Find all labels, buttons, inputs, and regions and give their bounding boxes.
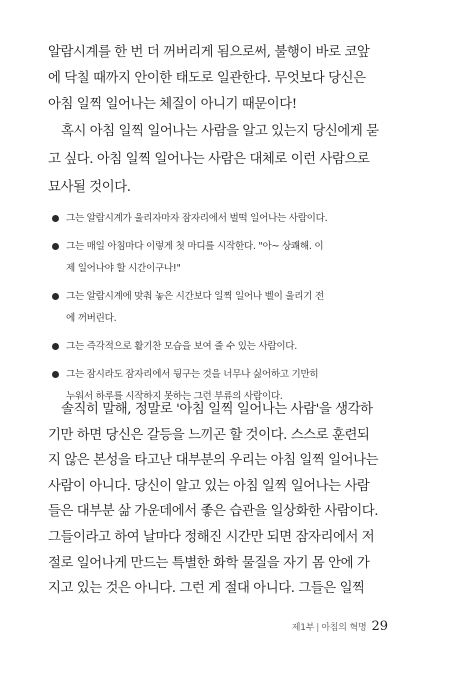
bullet-line: 누워서 하루를 시작하지 못하는 그런 부류의 사람이다. [66, 391, 283, 402]
paragraph-line: 지고 있는 것은 아니다. 그런 게 절대 아니다. 그들은 일찍 [48, 581, 365, 597]
bullet-dot-icon [52, 243, 59, 250]
bullet-dot-icon [52, 215, 59, 222]
paragraph-line: 고 싶다. 아침 일찍 일어나는 사람은 대체로 이런 사람으로 [48, 152, 370, 167]
paragraph-line: 절로 일어나게 만드는 특별한 화학 물질을 자기 몸 안에 가 [48, 555, 370, 571]
bullet-line: 그는 즉각적으로 활기찬 모습을 보여 줄 수 있는 사람이다. [66, 341, 297, 352]
paragraph-line: 혹시 아침 일찍 일어나는 사람을 알고 있는지 당신에게 묻 [61, 124, 379, 139]
bullet-item [52, 336, 378, 358]
bullet-item [52, 236, 378, 280]
page-number: 29 [371, 619, 388, 634]
paragraph-line: 지 않은 본성을 타고난 대부분의 우리는 아침 일찍 일어나는 [48, 453, 379, 469]
paragraph-line: 묘사될 것이다. [48, 180, 131, 195]
body-paragraph [48, 397, 379, 602]
paragraph-line: 들은 대부분 삶 가운데에서 좋은 습관을 일상화한 사람이다. [48, 504, 379, 520]
paragraph-line: 아침 일찍 일어나는 체질이 아니기 때문이다! [48, 97, 297, 112]
paragraph-line: 기만 하면 당신은 갈등을 느끼곤 할 것이다. 스스로 훈련되 [48, 427, 370, 443]
bullet-line: 그는 알람시계가 울리자마자 잠자리에서 벌떡 일어나는 사람이다. [66, 213, 328, 224]
running-section: 제1부 [291, 623, 315, 633]
paragraph-line: 사람이 아니다. 당신이 알고 있는 아침 일찍 일어나는 사람 [48, 478, 370, 494]
paragraph-line: 에 닥칠 때까지 안이한 태도로 일관한다. 무엇보다 당신은 [48, 71, 366, 86]
body-paragraph [48, 118, 379, 202]
paragraph-line: 솔직히 말해, 정말로 '아침 일찍 일어나는 사람'을 생각하 [61, 402, 373, 417]
bullet-dot-icon [52, 293, 59, 300]
bullet-list [52, 208, 378, 414]
bullet-line: 에 꺼버린다. [66, 313, 117, 324]
bullet-dot-icon [52, 343, 59, 350]
bullet-line: 그는 잠시라도 잠자리에서 뒹구는 것을 너무나 싫어하고 기만히 [66, 369, 319, 380]
bullet-dot-icon [52, 371, 59, 378]
paragraph-line: 그들이라고 하여 날마다 정해진 시간만 되면 잠자리에서 저 [48, 529, 375, 545]
bullet-line: 그는 매일 아침마다 이렇게 첫 마디를 시작한다. "아~ 상쾌해. 이 [66, 241, 324, 252]
running-chapter-title: 아침의 혁명 [321, 623, 367, 633]
bullet-item [52, 286, 378, 330]
body-paragraph [48, 40, 374, 118]
page-footer [292, 615, 388, 634]
bullet-line: 제 일어나야 할 시간이구나!" [66, 263, 181, 274]
bullet-item [52, 208, 378, 230]
paragraph-line: 알람시계를 한 번 더 꺼버리게 됨으로써, 불행이 바로 코앞 [48, 45, 370, 60]
bullet-line: 그는 알람시계에 맞춰 놓은 시간보다 일찍 일어나 벨이 울리기 전 [66, 291, 324, 302]
footer-separator: | [316, 623, 320, 633]
